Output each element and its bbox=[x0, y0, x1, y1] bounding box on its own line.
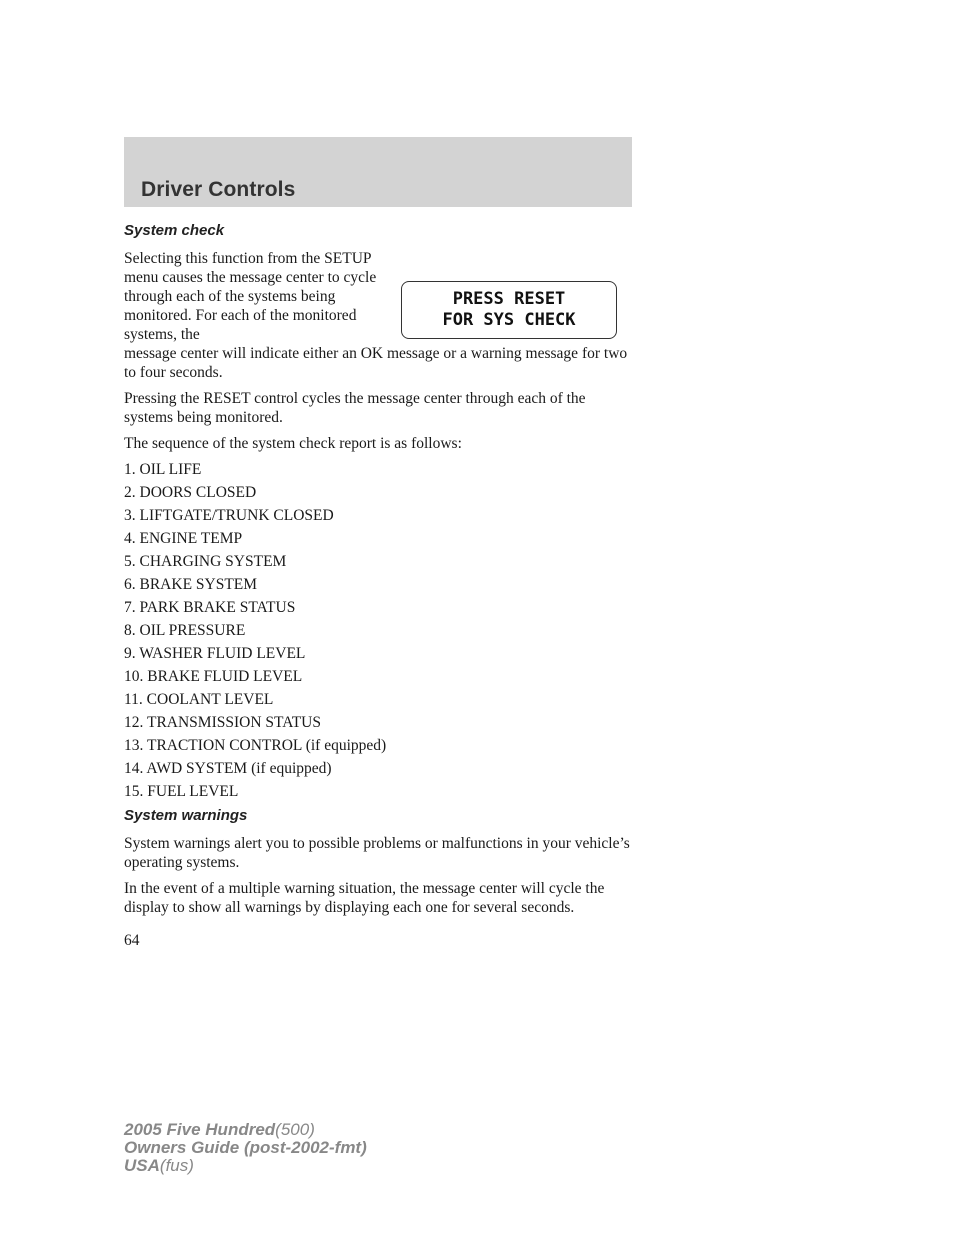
intro-continued-paragraph: message center will indicate either an OK message or a warning message for two to four seconds. bbox=[124, 345, 628, 381]
list-item: 8. OIL PRESSURE bbox=[124, 622, 246, 639]
reset-paragraph: Pressing the RESET control cycles the message center through each of the systems being monitored. bbox=[124, 390, 586, 426]
footer-line-3 bbox=[124, 1157, 367, 1175]
footer-model-code: (500) bbox=[275, 1120, 315, 1139]
list-item: 4. ENGINE TEMP bbox=[124, 530, 243, 547]
list-item: 5. CHARGING SYSTEM bbox=[124, 553, 287, 570]
display-line-1: PRESS RESET bbox=[452, 289, 566, 309]
footer-model: 2005 Five Hundred bbox=[124, 1120, 276, 1139]
footer-market: USA bbox=[124, 1156, 160, 1175]
system-warnings-heading: System warnings bbox=[124, 807, 248, 824]
list-item: 1. OIL LIFE bbox=[124, 461, 202, 478]
footer-market-code: (fus) bbox=[159, 1156, 194, 1175]
footer-line-2: Owners Guide (post-2002-fmt) bbox=[124, 1138, 367, 1157]
document-footer bbox=[124, 1121, 367, 1175]
list-item: 15. FUEL LEVEL bbox=[124, 783, 239, 800]
list-item: 7. PARK BRAKE STATUS bbox=[124, 599, 296, 616]
warnings-paragraph-1: System warnings alert you to possible problems or malfunctions in your vehicle’s operating systems. bbox=[124, 835, 630, 871]
list-item: 10. BRAKE FLUID LEVEL bbox=[124, 668, 303, 685]
page-number: 64 bbox=[124, 932, 140, 949]
list-item: 13. TRACTION CONTROL (if equipped) bbox=[124, 737, 387, 754]
section-header bbox=[124, 137, 632, 207]
list-item: 14. AWD SYSTEM (if equipped) bbox=[124, 760, 332, 777]
system-check-heading: System check bbox=[124, 222, 225, 239]
display-line-2: FOR SYS CHECK bbox=[442, 310, 576, 330]
list-item: 3. LIFTGATE/TRUNK CLOSED bbox=[124, 507, 334, 524]
intro-paragraph: Selecting this function from the SETUP menu causes the message center to cycle through each of the systems being monitored. For each of the monitored systems, the bbox=[124, 250, 377, 343]
footer-line-1 bbox=[124, 1121, 367, 1139]
warnings-paragraph-2: In the event of a multiple warning situation, the message center will cycle the display to show all warnings by displaying each one for several seconds. bbox=[124, 880, 605, 916]
system-check-list bbox=[124, 460, 632, 801]
message-center-display bbox=[401, 281, 617, 339]
list-item: 9. WASHER FLUID LEVEL bbox=[124, 645, 306, 662]
section-title: Driver Controls bbox=[141, 178, 296, 201]
list-item: 12. TRANSMISSION STATUS bbox=[124, 714, 321, 731]
system-check-intro bbox=[124, 249, 632, 344]
list-item: 11. COOLANT LEVEL bbox=[124, 691, 274, 708]
list-item: 2. DOORS CLOSED bbox=[124, 484, 257, 501]
list-item: 6. BRAKE SYSTEM bbox=[124, 576, 258, 593]
sequence-intro: The sequence of the system check report is as follows: bbox=[124, 435, 462, 452]
page-content bbox=[124, 220, 632, 924]
